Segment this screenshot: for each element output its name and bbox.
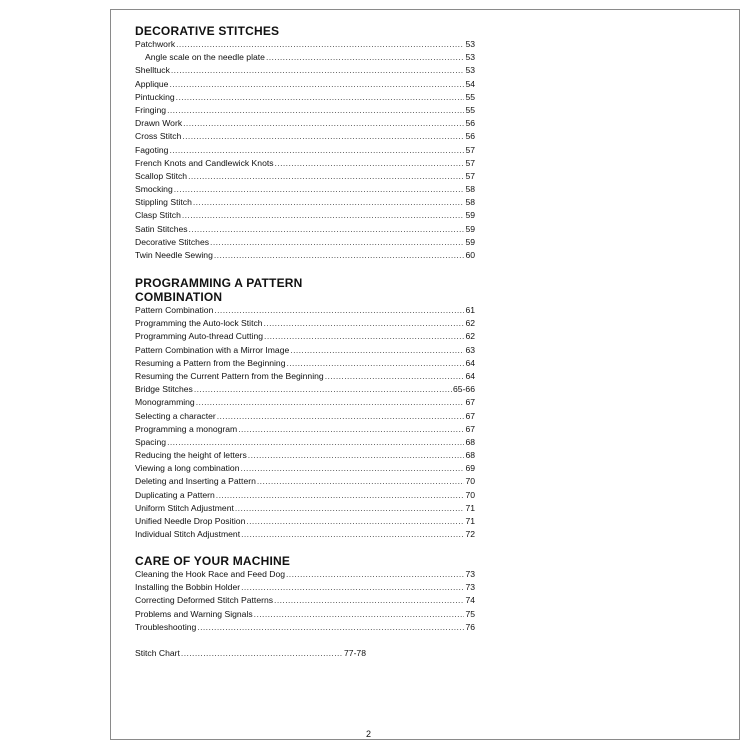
entry-label: Correcting Deformed Stitch Patterns	[135, 595, 274, 606]
entry-label: Patchwork	[135, 39, 176, 49]
toc-entry[interactable]	[135, 475, 475, 488]
entry-label: Scallop Stitch	[135, 170, 188, 181]
entry-page: 64	[465, 357, 475, 368]
dot-leader	[275, 157, 465, 170]
entry-label: Cleaning the Hook Race and Feed Dog	[135, 569, 286, 579]
dot-leader	[214, 249, 465, 262]
toc-entry[interactable]	[135, 157, 475, 170]
toc-entry[interactable]	[135, 104, 475, 117]
entry-label: Shelltuck	[135, 65, 170, 76]
entry-page: 57	[465, 144, 475, 155]
toc-entry[interactable]	[135, 436, 475, 449]
section-title: PROGRAMMING A PATTERN COMBINATION	[135, 276, 303, 304]
entry-label: Resuming a Pattern from the Beginning	[135, 357, 286, 368]
toc-entry[interactable]	[135, 515, 475, 528]
dot-leader	[167, 104, 464, 117]
toc-list	[135, 568, 475, 634]
toc-entry[interactable]	[135, 209, 475, 222]
toc-entry[interactable]	[135, 317, 475, 330]
dot-leader	[176, 91, 465, 104]
toc-entry[interactable]	[135, 621, 475, 634]
entry-page: 53	[465, 65, 475, 76]
entry-label: Stitch Chart	[135, 648, 180, 658]
entry-label: Duplicating a Pattern	[135, 489, 215, 500]
dot-leader	[286, 357, 464, 370]
entry-page: 67	[465, 423, 475, 434]
toc-entry[interactable]	[135, 581, 475, 594]
toc-entry[interactable]	[135, 449, 475, 462]
toc-entry[interactable]	[135, 64, 475, 77]
entry-label: Smocking	[135, 184, 173, 195]
toc-entry[interactable]	[135, 183, 475, 196]
entry-label: Reducing the height of letters	[135, 450, 247, 461]
toc-entry[interactable]	[135, 196, 475, 209]
entry-label: Fringing	[135, 104, 167, 115]
dot-leader	[325, 370, 465, 383]
entry-label: Angle scale on the needle plate	[145, 52, 265, 63]
entry-label: Programming Auto-thread Cutting	[135, 331, 264, 342]
dot-leader	[169, 78, 464, 91]
toc-entry[interactable]	[135, 528, 475, 541]
entry-label: Installing the Bobbin Holder	[135, 582, 241, 593]
entry-page: 53	[465, 39, 475, 49]
toc-entry[interactable]	[135, 91, 475, 104]
entry-page: 68	[465, 436, 475, 447]
toc-entry[interactable]	[135, 170, 475, 183]
dot-leader	[169, 144, 464, 157]
entry-page: 76	[465, 621, 475, 632]
entry-label: Applique	[135, 78, 169, 89]
dot-leader	[188, 170, 464, 183]
entry-page: 64	[465, 370, 475, 381]
section-decorative-stitches	[135, 24, 475, 262]
section-title: DECORATIVE STITCHES	[135, 24, 280, 38]
dot-leader	[248, 449, 465, 462]
entry-label: Stippling Stitch	[135, 197, 192, 208]
dot-leader	[257, 475, 465, 488]
entry-page: 60	[465, 250, 475, 260]
entry-label: Drawn Work	[135, 118, 183, 129]
entry-label: Clasp Stitch	[135, 210, 181, 221]
entry-label: Problems and Warning Signals	[135, 608, 253, 619]
entry-page: 69	[465, 463, 475, 474]
toc-entry[interactable]	[135, 249, 475, 262]
entry-page: 70	[465, 476, 475, 487]
dot-leader	[210, 236, 464, 249]
entry-page: 55	[465, 104, 475, 115]
page-number: 2	[366, 729, 372, 739]
dot-leader	[240, 462, 464, 475]
toc-entry[interactable]	[135, 462, 475, 475]
entry-page: 59	[465, 236, 475, 247]
entry-label: Bridge Stitches	[135, 384, 193, 395]
dot-leader	[286, 568, 464, 581]
entry-label: Individual Stitch Adjustment	[135, 529, 241, 540]
entry-label: Uniform Stitch Adjustment	[135, 502, 234, 513]
dot-leader	[182, 130, 464, 143]
entry-page: 62	[465, 331, 475, 342]
section-care-of-machine	[135, 554, 475, 634]
entry-label: Viewing a long combination	[135, 463, 240, 474]
entry-label: Cross Stitch	[135, 131, 182, 142]
toc-entry[interactable]	[135, 647, 366, 660]
entry-page: 75	[465, 608, 475, 619]
entry-label: Selecting a character	[135, 410, 216, 421]
dot-leader	[235, 502, 465, 515]
entry-page: 57	[465, 157, 475, 168]
entry-label: Twin Needle Sewing	[135, 250, 213, 260]
dot-leader	[266, 51, 465, 64]
toc-list	[135, 38, 475, 262]
section-programming-pattern-combination	[135, 276, 475, 541]
dot-leader	[181, 647, 343, 660]
entry-label: Pattern Combination	[135, 305, 214, 315]
toc-entry[interactable]	[135, 117, 475, 130]
dot-leader	[254, 608, 465, 621]
toc-entry[interactable]	[135, 130, 475, 143]
entry-label: Pattern Combination with a Mirror Image	[135, 344, 290, 355]
entry-label: Resuming the Current Pattern from the Beginning	[135, 370, 324, 381]
entry-label: Spacing	[135, 436, 167, 447]
entry-page: 54	[465, 78, 475, 89]
toc-entry[interactable]	[135, 502, 475, 515]
entry-label: Monogramming	[135, 397, 195, 408]
stitch-chart-entry	[135, 647, 366, 660]
document-page	[110, 9, 740, 740]
section-title: CARE OF YOUR MACHINE	[135, 554, 291, 568]
toc-entry[interactable]	[135, 330, 475, 343]
dot-leader	[197, 621, 464, 634]
toc-entry[interactable]	[135, 78, 475, 91]
dot-leader	[171, 64, 465, 77]
dot-leader	[217, 410, 465, 423]
entry-page: 67	[465, 397, 475, 408]
dot-leader	[214, 304, 464, 317]
toc-entry[interactable]	[135, 304, 475, 317]
entry-label: Deleting and Inserting a Pattern	[135, 476, 256, 487]
toc-entry[interactable]	[135, 383, 475, 396]
dot-leader	[196, 396, 465, 409]
entry-page: 55	[465, 91, 475, 102]
entry-page: 58	[465, 184, 475, 195]
dot-leader	[241, 528, 464, 541]
dot-leader	[246, 515, 464, 528]
dot-leader	[238, 423, 464, 436]
entry-page: 61	[465, 305, 475, 315]
dot-leader	[290, 344, 464, 357]
entry-page: 63	[465, 344, 475, 355]
entry-page: 57	[465, 170, 475, 181]
dot-leader	[241, 581, 464, 594]
toc-entry[interactable]	[135, 594, 475, 607]
entry-page: 56	[465, 118, 475, 129]
entry-label: Pintucking	[135, 91, 175, 102]
entry-page: 59	[465, 210, 475, 221]
entry-page: 73	[465, 569, 475, 579]
entry-page: 77-78	[344, 648, 366, 658]
entry-label: Decorative Stitches	[135, 236, 210, 247]
entry-page: 56	[465, 131, 475, 142]
entry-label: Programming the Auto-lock Stitch	[135, 318, 263, 329]
toc-entry[interactable]	[135, 144, 475, 157]
toc-entry[interactable]	[135, 396, 475, 409]
toc-entry[interactable]	[135, 51, 475, 64]
dot-leader	[182, 209, 465, 222]
entry-label: Programming a monogram	[135, 423, 238, 434]
entry-page: 59	[465, 223, 475, 234]
toc-entry[interactable]	[135, 357, 475, 370]
toc-entry[interactable]	[135, 410, 475, 423]
toc-entry[interactable]	[135, 608, 475, 621]
toc-entry[interactable]	[135, 236, 475, 249]
toc-entry[interactable]	[135, 423, 475, 436]
dot-leader	[174, 183, 465, 196]
dot-leader	[216, 489, 465, 502]
dot-leader	[194, 383, 452, 396]
dot-leader	[274, 594, 464, 607]
toc-entry[interactable]	[135, 370, 475, 383]
entry-page: 67	[465, 410, 475, 421]
dot-leader	[183, 117, 464, 130]
entry-page: 71	[465, 516, 475, 526]
dot-leader	[176, 38, 464, 51]
entry-page: 71	[465, 502, 475, 513]
dot-leader	[189, 223, 465, 236]
entry-label: French Knots and Candlewick Knots	[135, 157, 274, 168]
entry-page: 72	[465, 529, 475, 540]
toc-entry[interactable]	[135, 223, 475, 236]
entry-label: Troubleshooting	[135, 621, 197, 632]
entry-label: Satin Stitches	[135, 223, 188, 234]
entry-page: 62	[465, 318, 475, 329]
entry-label: Fagoting	[135, 144, 169, 155]
entry-page: 73	[465, 582, 475, 593]
entry-page: 53	[465, 52, 475, 63]
dot-leader	[193, 196, 465, 209]
entry-page: 70	[465, 489, 475, 500]
dot-leader	[264, 317, 465, 330]
toc-entry[interactable]	[135, 344, 475, 357]
entry-label: Unified Needle Drop Position	[135, 516, 246, 526]
entry-page: 74	[465, 595, 475, 606]
toc-list	[135, 304, 475, 541]
entry-page: 68	[465, 450, 475, 461]
dot-leader	[264, 330, 464, 343]
entry-page: 65-66	[453, 384, 475, 395]
toc-entry[interactable]	[135, 489, 475, 502]
entry-page: 58	[465, 197, 475, 208]
toc-entry[interactable]	[135, 568, 475, 581]
dot-leader	[167, 436, 464, 449]
toc-entry[interactable]	[135, 38, 475, 51]
